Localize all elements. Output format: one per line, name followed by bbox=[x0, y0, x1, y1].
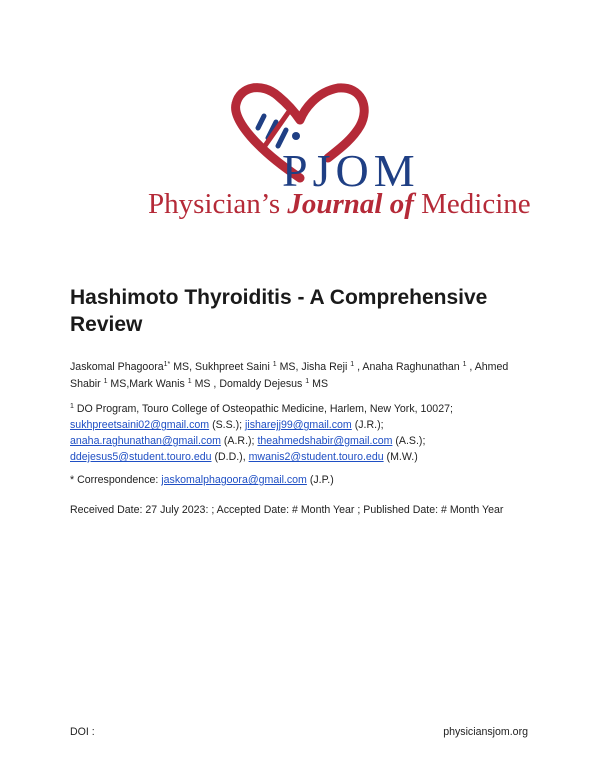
email-link[interactable]: theahmedshabir@gmail.com bbox=[257, 435, 393, 447]
publication-dates: Received Date: 27 July 2023: ; Accepted Date: # Month Year ; Published Date: # Month Year bbox=[70, 504, 504, 516]
author-6: Mark Wanis $^1$ MS , bbox=[129, 378, 220, 390]
correspondence: * Correspondence: jaskomalphagoora@gmail.com (J.P.) bbox=[70, 474, 334, 486]
author-1: Jaskomal Phagoora$^{1*}$ MS, bbox=[70, 361, 195, 373]
logo-abbreviation: PJOM bbox=[282, 145, 420, 196]
email-link[interactable]: anaha.raghunathan@gmail.com bbox=[70, 435, 221, 447]
journal-name bbox=[148, 190, 531, 219]
email-link[interactable]: mwanis2@student.touro.edu bbox=[248, 451, 384, 463]
author-list bbox=[70, 359, 526, 393]
site-url: physiciansjom.org bbox=[443, 726, 528, 738]
author-3: Jisha Reji $^1$ , bbox=[301, 361, 363, 373]
correspondence-email-link[interactable]: jaskomalphagoora@gmail.com bbox=[161, 474, 307, 486]
article-title: Hashimoto Thyroiditis - A Comprehensive Review bbox=[70, 286, 488, 336]
affiliation: $^1$ DO Program, Touro College of Osteopathic Medicine, Harlem, New York, 10027; sukhpreetsaini02@gmail.com (S.S.); jisharejj99@gmail.com (J.R.); anaha.raghunathan@gmail.com (A.R.); theahmedshabir@gmail.com (A.S.); ddejesus5@student.touro.edu (D.D.), mwanis2@student.touro.edu (M.W.) bbox=[70, 403, 453, 463]
journal-name-prefix: Physician’s bbox=[148, 188, 288, 220]
email-link[interactable]: jisharejj99@gmail.com bbox=[245, 419, 352, 431]
journal-name-suffix: Medicine bbox=[421, 188, 531, 220]
author-5: Ahmed Shabir $^1$ MS, bbox=[70, 361, 509, 390]
email-link[interactable]: sukhpreetsaini02@gmail.com bbox=[70, 419, 210, 431]
journal-name-journal: Journal of bbox=[287, 188, 422, 220]
affiliation-text: DO Program, Touro College of Osteopathic Medicine, Harlem, New York, 10027; bbox=[73, 403, 453, 415]
author-4: Anaha Raghunathan $^1$ , bbox=[362, 361, 475, 373]
author-2: Sukhpreet Saini $^1$ MS, bbox=[195, 361, 302, 373]
doi-label: DOI : bbox=[70, 726, 95, 738]
author-7: Domaldy Dejesus $^1$ MS bbox=[219, 378, 329, 390]
email-link[interactable]: ddejesus5@student.touro.edu bbox=[70, 451, 212, 463]
journal-logo bbox=[0, 0, 600, 240]
